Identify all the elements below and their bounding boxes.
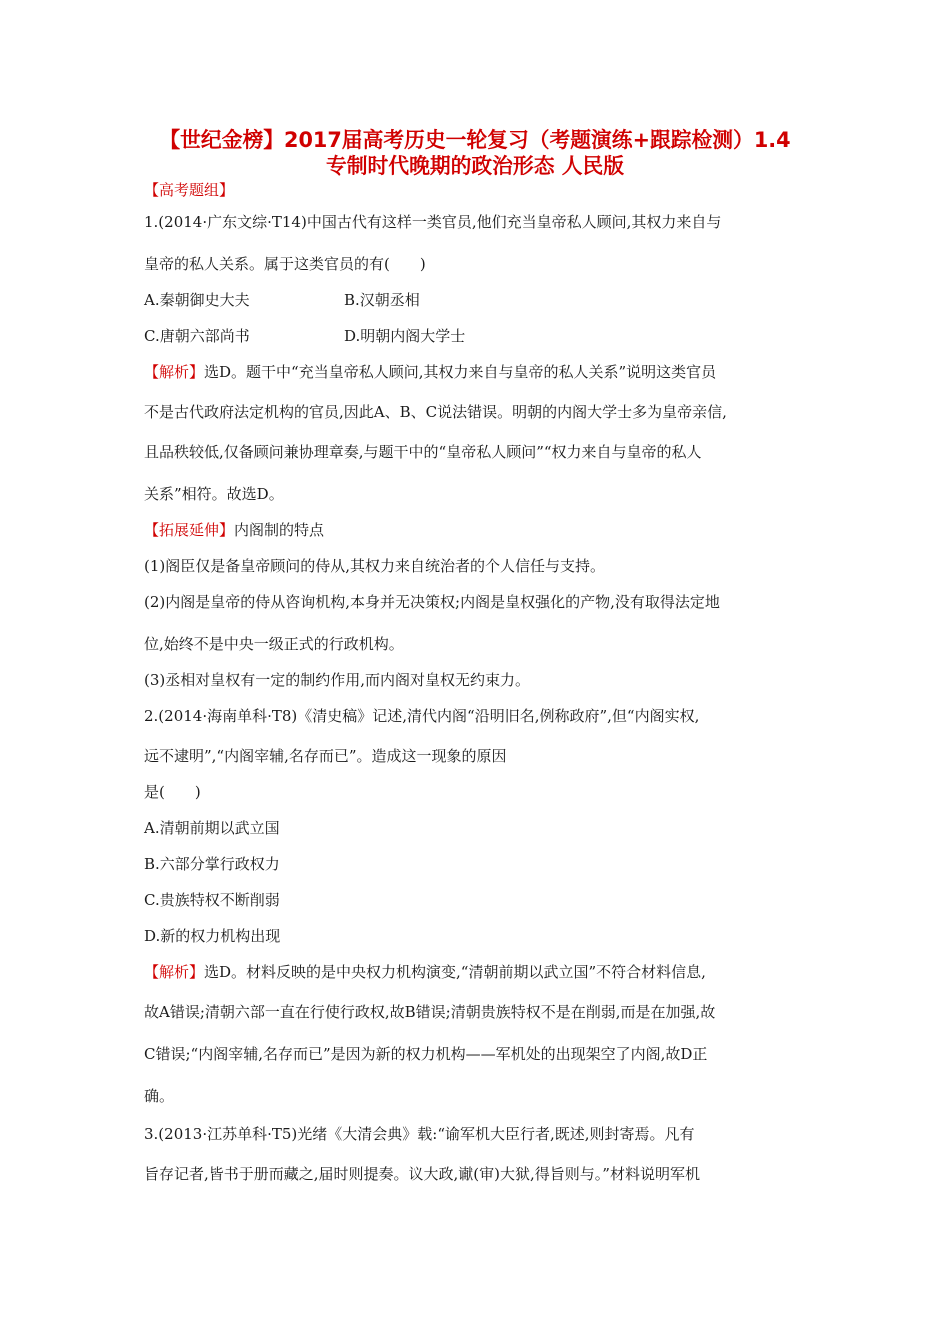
document-title-line-1: 【世纪金榜】2017届高考历史一轮复习（考题演练+跟踪检测）1.4 [159, 128, 791, 152]
q1-extension-tag: 【拓展延伸】 [144, 521, 235, 539]
q1-analysis-line-4: 关系”相符。故选D。 [144, 485, 284, 503]
q2-analysis-line-3: C错误;“内阁宰辅,名存而已”是因为新的权力机构——军机处的出现架空了内阁,故D正 [144, 1045, 708, 1063]
q1-option-a: A.秦朝御史大夫 [144, 291, 250, 309]
q1-option-c: C.唐朝六部尚书 [144, 327, 250, 345]
q2-analysis-line-1 [144, 962, 706, 982]
q1-extension-heading [144, 520, 324, 540]
q1-extension-point-3: (3)丞相对皇权有一定的制约作用,而内阁对皇权无约束力。 [144, 671, 531, 689]
q2-stem-line-1: 2.(2014·海南单科·T8)《清史稿》记述,清代内阁“沿明旧名,例称政府”,但“内阁实权, [144, 707, 700, 725]
q1-analysis-text-1: 选D。题干中“充当皇帝私人顾问,其权力来自与皇帝的私人关系”说明这类官员 [204, 363, 717, 381]
q2-option-b: B.六部分掌行政权力 [144, 855, 280, 873]
q1-extension-point-2b: 位,始终不是中央一级正式的行政机构。 [144, 635, 404, 653]
q1-extension-point-1: (1)阁臣仅是备皇帝顾问的侍从,其权力来自统治者的个人信任与支持。 [144, 557, 606, 575]
q1-option-d: D.明朝内阁大学士 [344, 327, 466, 345]
q2-analysis-line-2: 故A错误;清朝六部一直在行使行政权,故B错误;清朝贵族特权不是在削弱,而是在加强,故 [144, 1003, 716, 1021]
q3-stem-line-2: 旨存记者,皆书于册而藏之,届时则提奏。议大政,谳(审)大狱,得旨则与。”材料说明军机 [144, 1165, 700, 1183]
q3-stem-line-1: 3.(2013·江苏单科·T5)光绪《大清会典》载:“谕军机大臣行者,既述,则封寄焉。凡有 [144, 1125, 695, 1143]
q2-option-a: A.清朝前期以武立国 [144, 819, 280, 837]
q2-option-d: D.新的权力机构出现 [144, 927, 281, 945]
q2-analysis-line-4: 确。 [144, 1087, 175, 1105]
q2-stem-line-2: 远不逮明”,“内阁宰辅,名存而已”。造成这一现象的原因 [144, 747, 507, 765]
q2-option-c: C.贵族特权不断削弱 [144, 891, 280, 909]
q1-analysis-tag: 【解析】 [144, 363, 205, 381]
q1-stem-line-1: 1.(2014·广东文综·T14)中国古代有这样一类官员,他们充当皇帝私人顾问,其权力来自与 [144, 213, 722, 231]
q1-analysis-line-1 [144, 362, 716, 382]
document-title-line-2: 专制时代晚期的政治形态 人民版 [326, 154, 624, 178]
q1-stem-line-2: 皇帝的私人关系。属于这类官员的有( ) [144, 255, 426, 273]
q2-analysis-text-1: 选D。材料反映的是中央权力机构演变,“清朝前期以武立国”不符合材料信息, [204, 963, 706, 981]
q1-option-b: B.汉朝丞相 [344, 291, 420, 309]
q2-analysis-tag: 【解析】 [144, 963, 205, 981]
q1-analysis-line-2: 不是古代政府法定机构的官员,因此A、B、C说法错误。明朝的内阁大学士多为皇帝亲信, [144, 403, 727, 421]
section-header: 【高考题组】 [144, 181, 235, 199]
q1-extension-title: 内阁制的特点 [234, 521, 325, 539]
q1-extension-point-2a: (2)内阁是皇帝的侍从咨询机构,本身并无决策权;内阁是皇权强化的产物,没有取得法定地 [144, 593, 720, 611]
q2-stem-line-3: 是( ) [144, 783, 201, 801]
q1-analysis-line-3: 且品秩较低,仅备顾问兼协理章奏,与题干中的“皇帝私人顾问”“权力来自与皇帝的私人 [144, 443, 702, 461]
